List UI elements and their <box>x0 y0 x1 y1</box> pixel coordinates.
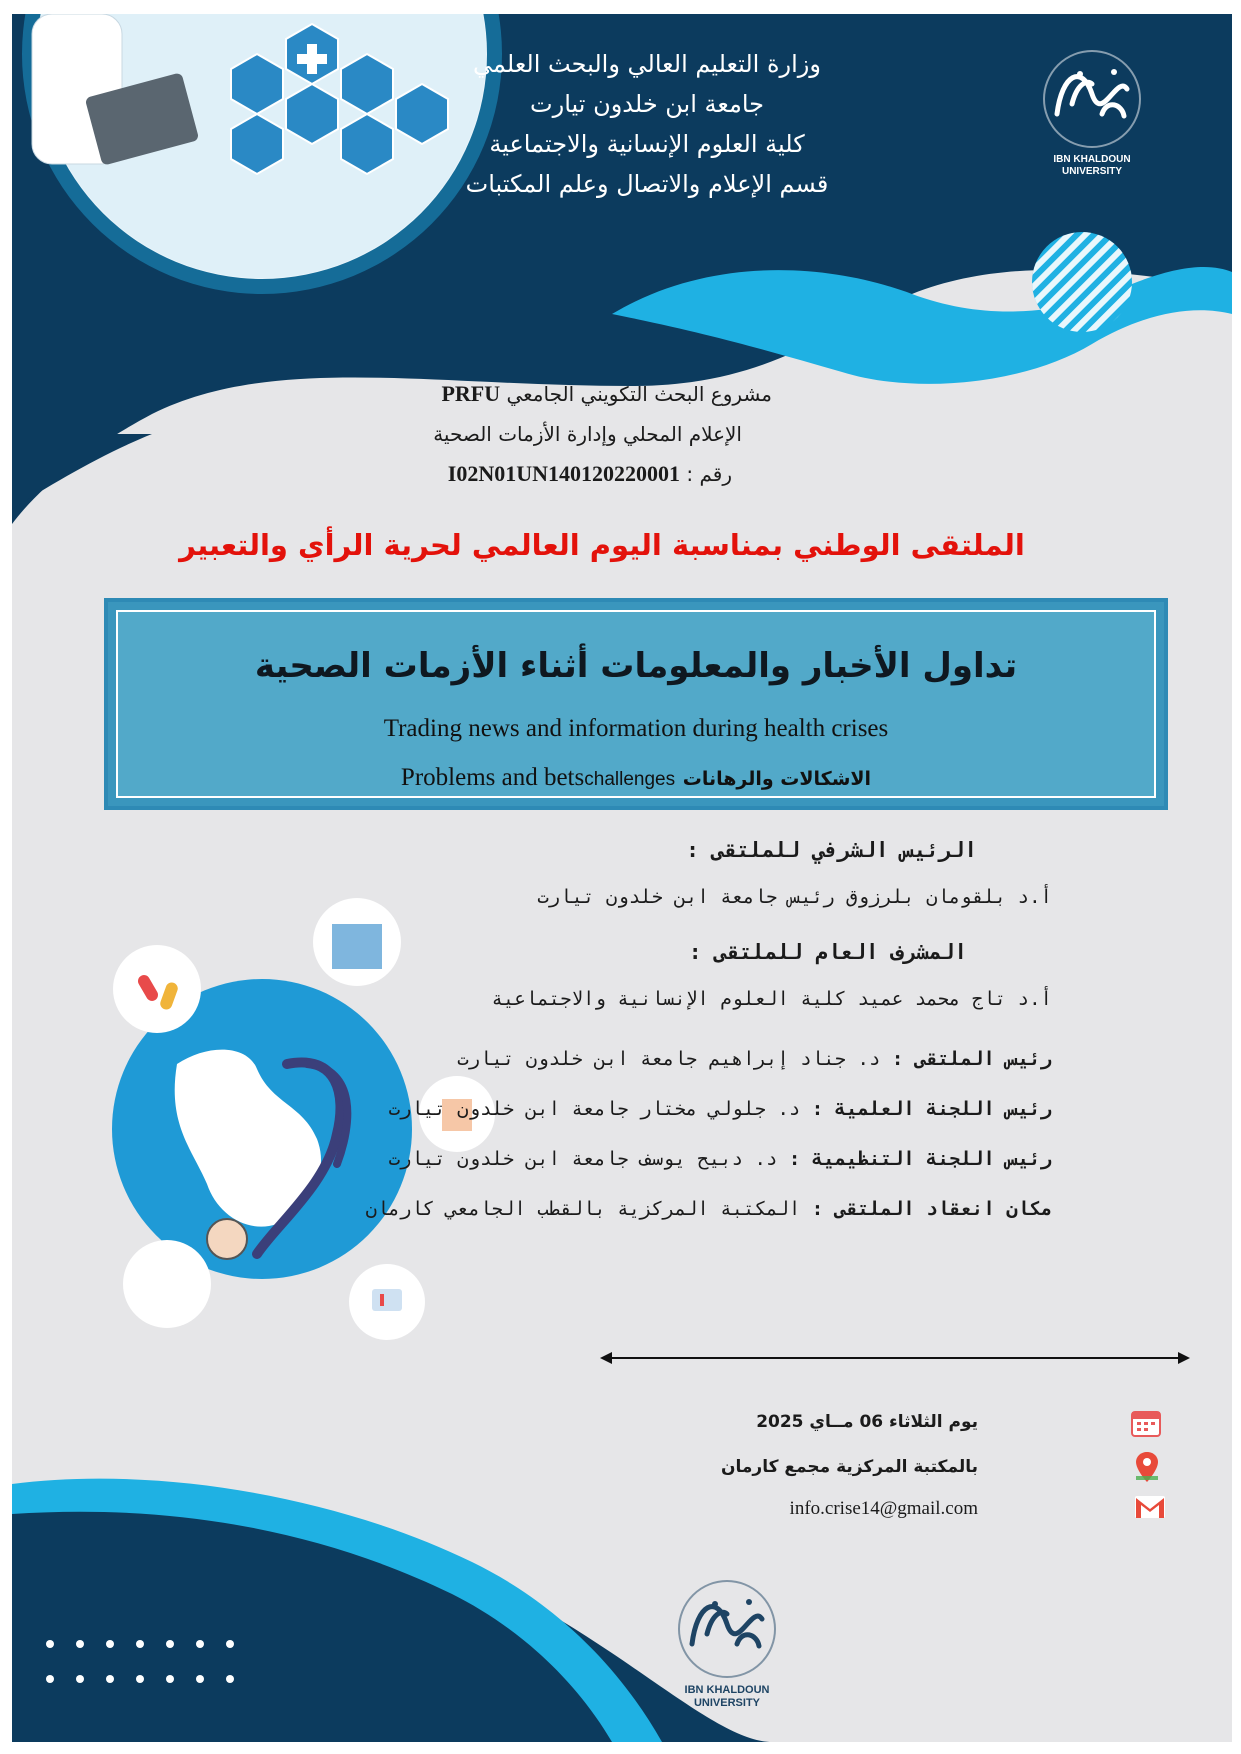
topic-subtitle <box>118 763 1154 792</box>
project-number: I02N01UN140120220001 <box>447 461 681 486</box>
contact-email[interactable]: info.crise14@gmail.com <box>789 1498 978 1519</box>
scientific-name: د. جلولي مختار جامعة ابن خلدون تيارت <box>388 1098 801 1120</box>
topic-sub-small: challenges <box>584 769 676 790</box>
university-logo-top <box>1032 44 1152 194</box>
event-date: يوم الثلاثاء 06 مــاي 2025 <box>756 1412 978 1432</box>
topic-arabic: تداول الأخبار والمعلومات أثناء الأزمات الصحية <box>254 646 1018 686</box>
scientific-line <box>389 1098 1052 1120</box>
logo-calligraphy-icon-bottom <box>667 1574 787 1684</box>
topic-box-inner <box>116 610 1156 798</box>
scientific-label: رئيس اللجنة العلمية : <box>811 1098 1052 1120</box>
logo-line2-bottom: UNIVERSITY <box>693 1697 760 1709</box>
dot-grid-decoration <box>42 1634 262 1714</box>
logo-line1: IBN KHALDOUN <box>1053 154 1131 165</box>
gmail-icon <box>1134 1494 1166 1520</box>
topic-english: Trading news and information during health crises <box>383 715 889 742</box>
calendar-icon <box>1130 1406 1162 1438</box>
organizing-line <box>389 1148 1053 1170</box>
logo-calligraphy-icon <box>1032 44 1152 154</box>
ministry-name: وزارة التعليم العالي والبحث العلمي <box>473 50 821 78</box>
topic-sub-en: Problems and bets <box>400 764 585 791</box>
venue-label: مكان انعقاد الملتقى : <box>811 1198 1052 1220</box>
venue-line <box>366 1198 1052 1220</box>
header-block <box>367 44 927 204</box>
honorary-name: أ.د بلقومان بلرزوق رئيس جامعة ابن خلدون تيارت <box>537 886 1052 908</box>
project-number-line <box>312 454 772 494</box>
double-arrow-divider <box>600 1348 1190 1368</box>
chair-label: رئيس الملتقى : <box>891 1048 1052 1070</box>
supervisor-label: المشرف العام للملتقى : <box>688 940 967 964</box>
medical-illustration <box>97 894 497 1364</box>
project-line1 <box>312 374 772 414</box>
department-name: قسم الإعلام والاتصال وعلم المكتبات <box>465 170 829 198</box>
event-title: الملتقى الوطني بمناسبة اليوم العالمي لحرية الرأي والتعبير <box>179 528 1025 562</box>
chair-line <box>457 1048 1052 1070</box>
topic-sub-ar: الاشكالات والرهانات <box>682 768 872 790</box>
project-info <box>312 374 772 494</box>
university-name: جامعة ابن خلدون تيارت <box>530 90 764 118</box>
project-title-ar: مشروع البحث التكويني الجامعي <box>506 382 772 406</box>
event-place: بالمكتبة المركزية مجمع كارمان <box>721 1457 978 1477</box>
logo-label-top <box>1032 154 1152 178</box>
chair-name: د. جناد إبراهيم جامعة ابن خلدون تيارت <box>457 1048 881 1070</box>
location-pin-icon <box>1134 1450 1160 1484</box>
logo-line2: UNIVERSITY <box>1061 166 1122 177</box>
logo-line1-bottom: IBN KHALDOUN <box>684 1684 770 1696</box>
supervisor-name: أ.د تاج محمد عميد كلية العلوم الإنسانية والاجتماعية <box>491 988 1052 1010</box>
faculty-name: كلية العلوم الإنسانية والاجتماعية <box>489 130 805 158</box>
project-subject: الإعلام المحلي وإدارة الأزمات الصحية <box>433 422 742 446</box>
project-code: PRFU <box>441 381 501 406</box>
organizing-label: رئيس اللجنة التنظيمية : <box>788 1148 1052 1170</box>
university-logo-bottom <box>667 1574 787 1734</box>
logo-label-bottom <box>667 1684 787 1710</box>
project-number-label: رقم : <box>686 462 732 486</box>
organizing-name: د. دبيح يوسف جامعة ابن خلدون تيارت <box>388 1148 778 1170</box>
venue-name: المكتبة المركزية بالقطب الجامعي كارمان <box>365 1198 801 1220</box>
topic-box <box>104 598 1168 810</box>
poster <box>12 14 1232 1742</box>
honorary-label: الرئيس الشرفي للملتقى : <box>686 838 977 862</box>
